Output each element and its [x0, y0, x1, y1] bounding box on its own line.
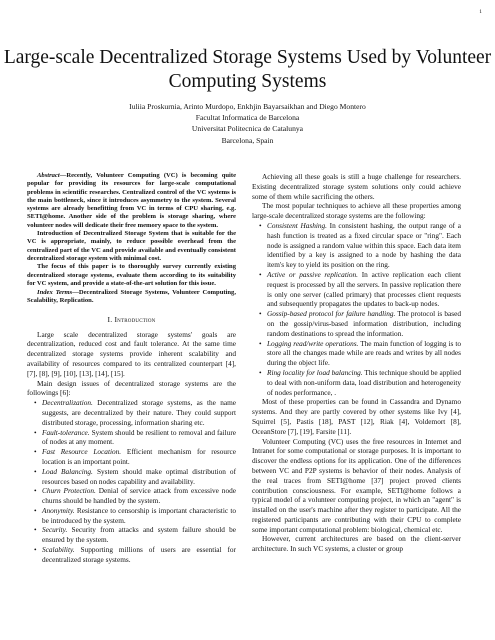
list-item-term: Load Balancing. — [42, 466, 93, 476]
design-issues-list — [27, 398, 236, 565]
list-item-text: Resistance to censorship is important characteristic to be introduced by the system. — [42, 505, 236, 525]
list-item — [42, 428, 236, 448]
list-item-term: Active or passive replication. — [267, 269, 358, 279]
list-item — [267, 368, 461, 397]
right-column — [252, 172, 461, 554]
list-item-term: Fault-tolerance. — [42, 427, 90, 437]
list-item-text: This technique should be applied to deal with non-uniform data, load distribution and heterogeneity of nodes performance, . — [267, 367, 461, 397]
list-item — [42, 447, 236, 467]
list-item-term: Security. — [42, 525, 68, 535]
list-item-term: Decentralization. — [42, 398, 93, 408]
index-terms-lead: Index Terms — [37, 289, 73, 297]
list-item-text: In active replication each client request is processed by all the servers. In passive replication there is only one server (called primary) that processes client requests and subsequently propagates the updates to back-up nodes. — [267, 269, 461, 309]
abstract-text-1: —Recently, Volunteer Computing (VC) is becoming quite popular for providing its resources for large-scale computational problems in scientific researches. Centralized control of the VC systems is the main bottleneck, since it introduces asymmetry to the system. Several systems are already benefitting from VC in terms of CPU sharing, e.g. SETI@home. Another side of the problem is storage sharing, where volunteer nodes will dedicate their free memory space to the system. — [27, 172, 236, 229]
section-title: Introduction — [114, 314, 156, 324]
right-paragraph-1: Achieving all these goals is still a huge challenge for researchers. Existing decentralized storage system solutions only could achieve some of them while sacrificing the others. — [252, 172, 461, 201]
list-item-term: Churn Protection. — [42, 486, 96, 496]
abstract-paragraph-3: The focus of this paper is to thoroughly survey currently existing decentralized storage systems, evaluate them according to its suitability for VC system, and provide a state-of-the-art solution for this issue. — [27, 263, 236, 287]
paper-title: Large-scale Decentralized Storage Systems Used by Volunteer Computing Systems — [3, 47, 492, 92]
intro-paragraph-2: Main design issues of decentralized storage systems are the followings [6]: — [27, 378, 236, 398]
list-item — [267, 270, 461, 309]
list-item — [42, 486, 236, 506]
list-item-text: Supporting millions of users are essential for decentralized storage systems. — [42, 545, 236, 564]
list-item-text: Denial of service attack from excessive node churns should be handled by the system. — [42, 486, 236, 506]
left-column — [27, 172, 236, 565]
list-item-term: Gossip-based protocol for failure handling. — [267, 309, 396, 319]
list-item — [42, 545, 236, 565]
list-item-text: System should be resilient to removal and failure of nodes at any moment. — [42, 427, 236, 447]
list-item — [267, 309, 461, 338]
author-block — [0, 101, 495, 146]
list-item-text: System should make optimal distribution of resources based on nodes capability and availability. — [42, 466, 236, 486]
list-item-term: Scalability. — [42, 545, 75, 555]
list-item — [267, 339, 461, 368]
abstract-paragraph-2: Introduction of Decentralized Storage System that is suitable for the VC is appropriate, mainly, to reduce possible overhead from the centralized part of the VC and provide available and eventually consistent decentralized storage system with minimal cost. — [27, 230, 236, 262]
affiliation-university: Universitat Politecnica de Catalunya — [191, 124, 304, 134]
list-item-term: Consistent Hashing. — [267, 220, 328, 230]
list-item-term: Logging read/write operations. — [267, 338, 359, 348]
list-item — [267, 221, 461, 270]
section-heading-introduction — [27, 315, 236, 325]
list-item-text: Security from attacks and system failure should be ensured by the system. — [42, 525, 236, 545]
section-numeral: I. — [107, 314, 113, 324]
list-item — [42, 467, 236, 487]
index-terms — [27, 289, 236, 306]
affiliation-faculty: Facultat Informatica de Barcelona — [195, 113, 300, 123]
list-item-text: Efficient mechanism for resource location is an important point. — [42, 447, 236, 466]
author-location: Barcelona, Spain — [221, 135, 274, 145]
list-item-term: Anonymity. — [42, 505, 75, 515]
list-item-text: In consistent hashing, the output range of a hash function is treated as a fixed circular space or "ring". Each node is assigned a random value within this space. Each data item identified by a key is assigned to a node by hashing the data item's key to yield its position on the ring. — [267, 220, 461, 270]
list-item-text: The protocol is based on the gossip/virus-based information distribution, including random destinations to spread the information. — [267, 309, 462, 338]
page-number: 1 — [479, 9, 482, 15]
techniques-list — [252, 221, 461, 397]
right-paragraph-4: Volunteer Computing (VC) uses the free resources in Internet and Intranet for some computational or storage purposes. It is important to discover the endless options for its application. One of the differences between VC and P2P systems is behavior of their nodes. Analysis of the real traces from SETI@home [37] project proved clients contribution consciousness. For example, SETI@home follows a typical model of a volunteer computing project, in which an "agent" is installed on the user's machine after they register to participate. All the registered participants are contributing with their CPU to complete some important computational problem: biological, chemical etc. — [252, 436, 461, 534]
list-item — [42, 398, 236, 427]
list-item-term: Fast Resource Location. — [42, 447, 122, 457]
intro-paragraph-1: Large scale decentralized storage systems' goals are decentralization, reduced cost and fault tolerance. At the same time decentralized storage systems provide inherent scalability and availability of resources compared to its centralized counterpart [4], [7], [8], [9], [10], [13], [14], [15]. — [27, 329, 236, 378]
index-terms-text: —Decentralized Storage Systems, Volunteer Computing, Scalability, Replication. — [27, 289, 236, 305]
abstract-lead: Abstract — [37, 172, 60, 179]
list-item — [42, 506, 236, 526]
abstract-paragraph-1 — [27, 172, 236, 230]
list-item-text: Decentralized storage systems, as the name suggests, are decentralized by their nature. They could support distributed storage, processing, information sharing etc. — [42, 398, 236, 427]
right-paragraph-5: However, current architectures are based on the client-server architecture. In such VC systems, a cluster or group — [252, 534, 461, 554]
right-paragraph-3: Most of these properties can be found in Cassandra and Dynamo systems. And they are partly covered by other systems like Ivy [4], Squirrel [5], Pastis [18], PAST [12], Riak [4], Voldemort [8], OceanStore [7], [19], Farsite [11]. — [252, 397, 461, 436]
right-paragraph-2: The most popular techniques to achieve all these properties among large-scale decentralized storage systems are the following: — [252, 201, 461, 221]
list-item-text: The main function of logging is to store all the changes made while are reads and writes by all nodes during the object life. — [267, 338, 461, 368]
list-item-term: Ring locality for load balancing. — [267, 367, 363, 377]
list-item — [42, 525, 236, 545]
author-names: Iuliia Proskurnia, Arinto Murdopo, Enkhjin Bayarsaikhan and Diego Montero — [129, 102, 366, 111]
